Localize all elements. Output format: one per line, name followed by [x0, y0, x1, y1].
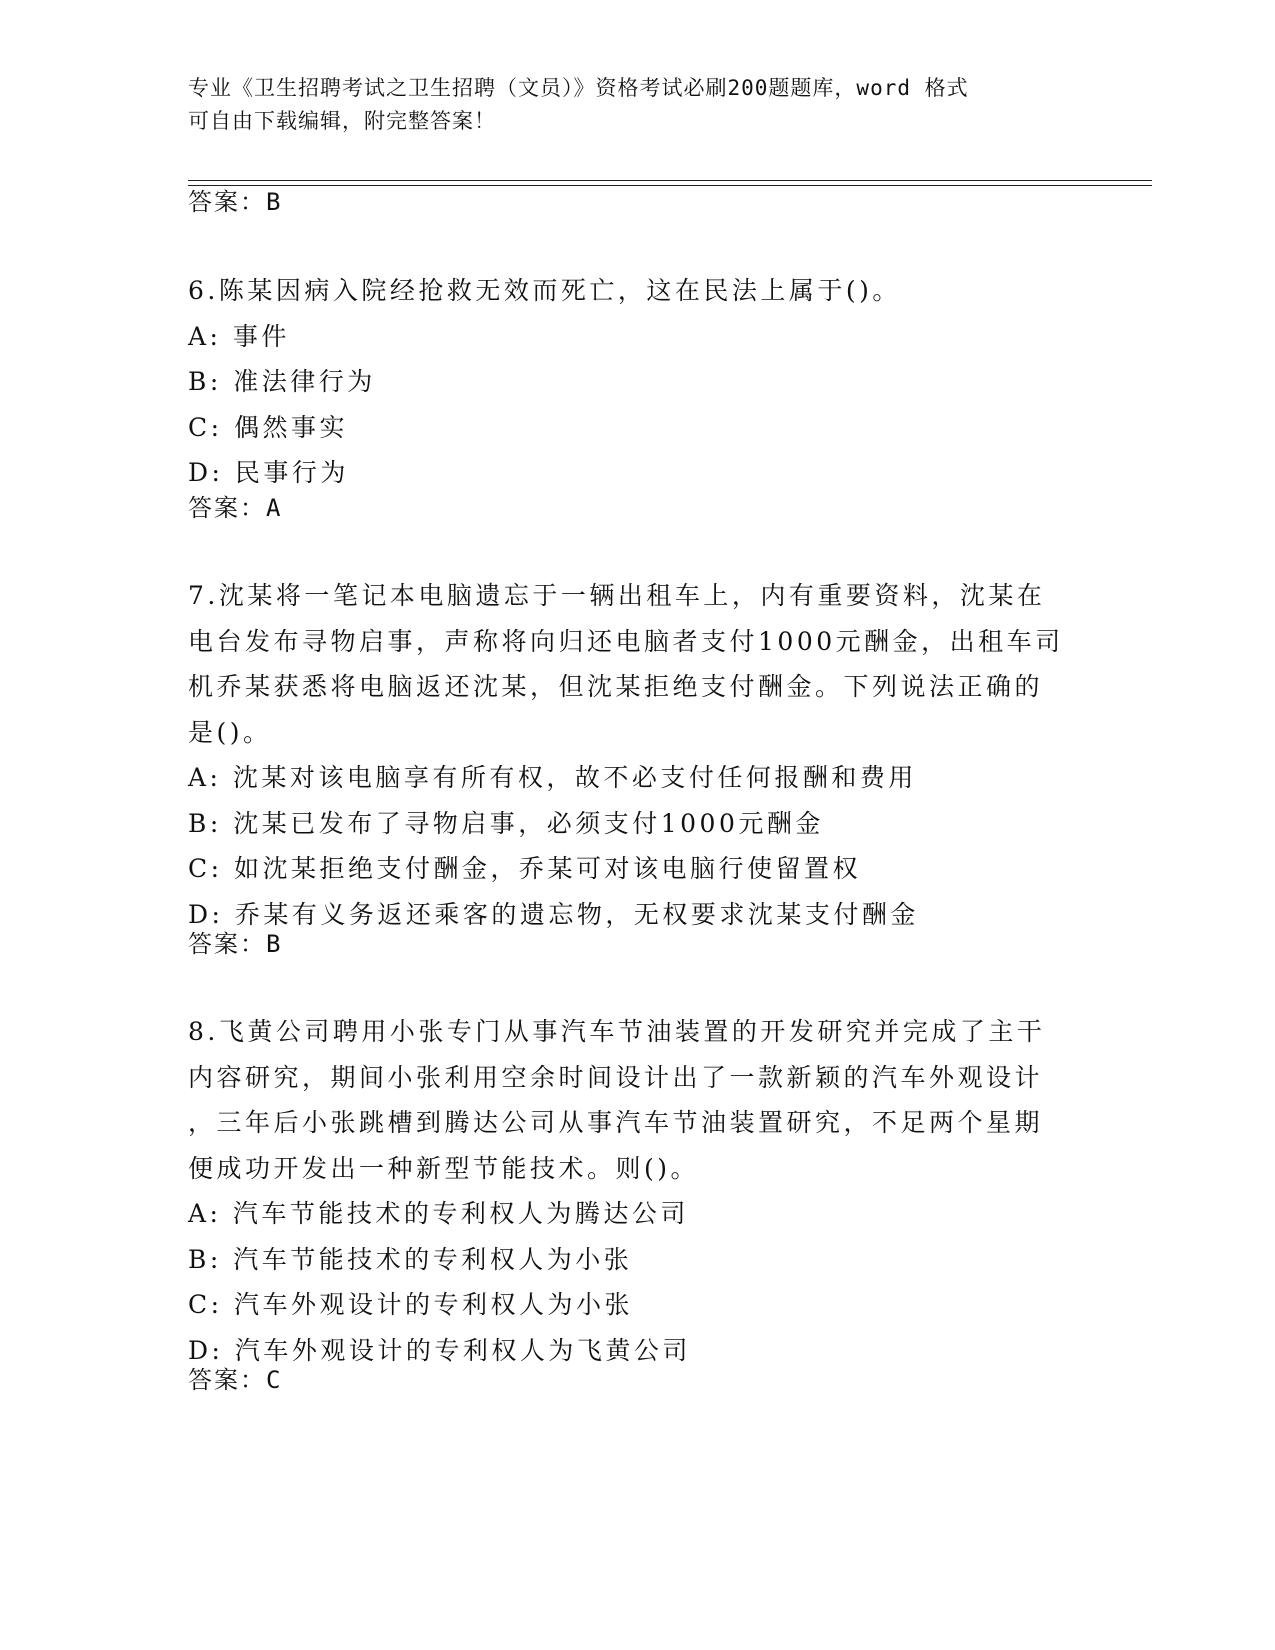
- header-line-2: 可自由下载编辑，附完整答案！: [188, 109, 496, 133]
- option-b: B: 准法律行为: [188, 367, 376, 396]
- answer-prefix: 答案：: [188, 930, 266, 958]
- question-stem-line: 6.陈某因病入院经抢救无效而死亡，这在民法上属于()。: [188, 276, 901, 305]
- question-6: [188, 268, 1068, 496]
- option-a: A: 沈某对该电脑享有所有权，故不必支付任何报酬和费用: [188, 763, 917, 792]
- answer-value: B: [266, 930, 283, 958]
- answer-line-7: [188, 928, 282, 960]
- option-a: A: 汽车节能技术的专利权人为腾达公司: [188, 1199, 689, 1228]
- answer-line-8: [188, 1364, 282, 1396]
- answer-prefix: 答案：: [188, 188, 266, 216]
- option-c: C: 偶然事实: [188, 412, 348, 442]
- answer-line-prev: [188, 186, 282, 218]
- answer-value: B: [266, 188, 283, 216]
- answer-value: C: [266, 1366, 283, 1394]
- option-d: D: 民事行为: [188, 458, 349, 487]
- answer-line-6: [188, 492, 282, 524]
- question-stem-line: ，三年后小张跳槽到腾达公司从事汽车节油装置研究，不足两个星期: [188, 1108, 1044, 1137]
- question-stem-line: 8.飞黄公司聘用小张专门从事汽车节油装置的开发研究并完成了主干: [188, 1017, 1046, 1046]
- question-8: [188, 1009, 1068, 1373]
- header-line-1: 专业《卫生招聘考试之卫生招聘（文员）》资格考试必刷200题题库，word 格式: [188, 76, 969, 100]
- question-stem-line: 是()。: [188, 717, 272, 747]
- option-c: C: 汽车外观设计的专利权人为小张: [188, 1290, 633, 1319]
- question-stem-line: 7.沈某将一笔记本电脑遗忘于一辆出租车上，内有重要资料，沈某在: [188, 581, 1046, 610]
- option-a: A: 事件: [188, 321, 290, 351]
- header-rule-top: [188, 180, 1152, 181]
- option-b: B: 沈某已发布了寻物启事，必须支付1000元酬金: [188, 808, 824, 838]
- question-7: [188, 573, 1068, 937]
- header-rule-bottom: [188, 185, 1152, 186]
- answer-value: A: [266, 494, 283, 522]
- answer-prefix: 答案：: [188, 494, 266, 522]
- answer-prefix: 答案：: [188, 1366, 266, 1394]
- document-header: [188, 72, 1088, 138]
- option-d: D: 汽车外观设计的专利权人为飞黄公司: [188, 1335, 691, 1365]
- question-stem-line: 电台发布寻物启事，声称将向归还电脑者支付1000元酬金，出租车司: [188, 626, 1064, 656]
- option-d: D: 乔某有义务返还乘客的遗忘物，无权要求沈某支付酬金: [188, 899, 919, 929]
- option-b: B: 汽车节能技术的专利权人为小张: [188, 1244, 633, 1274]
- question-stem-line: 机乔某获悉将电脑返还沈某，但沈某拒绝支付酬金。下列说法正确的: [188, 672, 1044, 701]
- question-stem-line: 便成功开发出一种新型节能技术。则()。: [188, 1153, 700, 1183]
- option-c: C: 如沈某拒绝支付酬金，乔某可对该电脑行使留置权: [188, 854, 862, 883]
- question-stem-line: 内容研究，期间小张利用空余时间设计出了一款新颖的汽车外观设计: [188, 1062, 1044, 1092]
